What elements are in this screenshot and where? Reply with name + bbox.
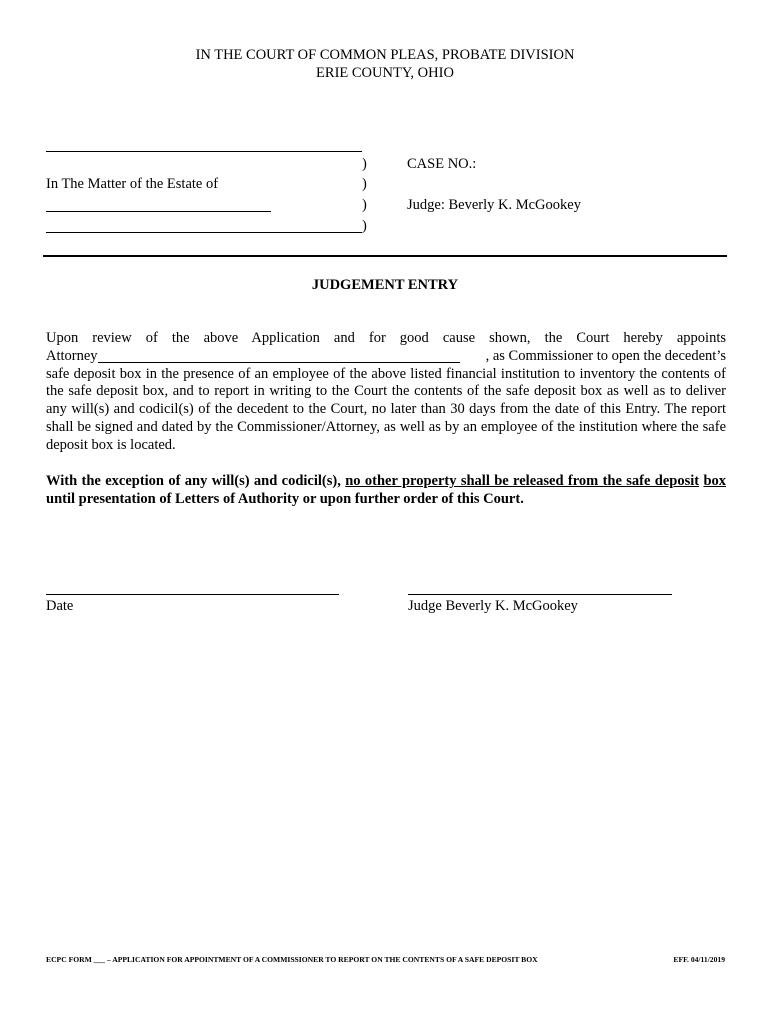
form-effective-date: EFF. 04/11/2019 xyxy=(673,955,725,964)
caption-blank-line-3 xyxy=(46,232,362,233)
exception-text: With the exception of any will(s) and codicil(s), xyxy=(46,473,346,489)
body-paragraph xyxy=(46,330,726,455)
no-release-text: no other property shall be released from the safe deposit xyxy=(345,473,700,489)
court-name: IN THE COURT OF COMMON PLEAS, PROBATE DIVISION xyxy=(195,47,575,63)
body-line-1: Upon review of the above Application and for good cause shown, the Court hereby appoints xyxy=(46,330,726,346)
caption-judge-label: Judge: Beverly K. McGookey xyxy=(407,197,581,213)
attorney-label: Attorney xyxy=(46,347,98,364)
caption-blank-line-1 xyxy=(46,151,362,152)
county-name: ERIE COUNTY, OHIO xyxy=(316,65,454,81)
caption-paren-1: ) xyxy=(362,156,367,172)
commissioner-text: , as Commissioner to open the decedent’s xyxy=(485,347,726,364)
body-remaining-text: safe deposit box in the presence of an employee of the above listed financial institution to inventory the contents of the safe deposit box, and to report in writing to the Court the contents of the safe deposit box as well as to deliver any will(s) and codicil(s) of the decedent to the Court, no later than 30 days from the date of this Entry. The report shall be signed and dated by the Commissioner/Attorney, as well as by an employee of the institution where the safe deposit box is located. xyxy=(46,365,726,453)
document-title: JUDGEMENT ENTRY xyxy=(311,277,459,293)
date-label: Date xyxy=(46,598,74,614)
judge-signature-label: Judge Beverly K. McGookey xyxy=(408,598,578,614)
judge-signature-line xyxy=(408,594,672,595)
caption-paren-2: ) xyxy=(362,176,367,192)
caption-divider xyxy=(43,255,727,257)
case-no-label: CASE NO.: xyxy=(407,156,477,172)
form-footer-title: ECPC FORM ___ – APPLICATION FOR APPOINTMENT OF A COMMISSIONER TO REPORT ON THE CONTENTS OF A SAFE DEPOSIT BOX xyxy=(46,955,538,964)
box-text: box xyxy=(703,473,727,489)
property-release-paragraph xyxy=(46,472,726,508)
caption-paren-4: ) xyxy=(362,218,367,234)
attorney-name-blank xyxy=(98,350,460,363)
caption-paren-3: ) xyxy=(362,197,367,213)
estate-name-blank xyxy=(46,211,271,212)
until-text: until presentation of Letters of Authority or upon further order of this Court. xyxy=(46,491,524,507)
body-line-2 xyxy=(46,348,726,366)
estate-matter-label: In The Matter of the Estate of xyxy=(46,176,219,192)
date-signature-line xyxy=(46,594,339,595)
